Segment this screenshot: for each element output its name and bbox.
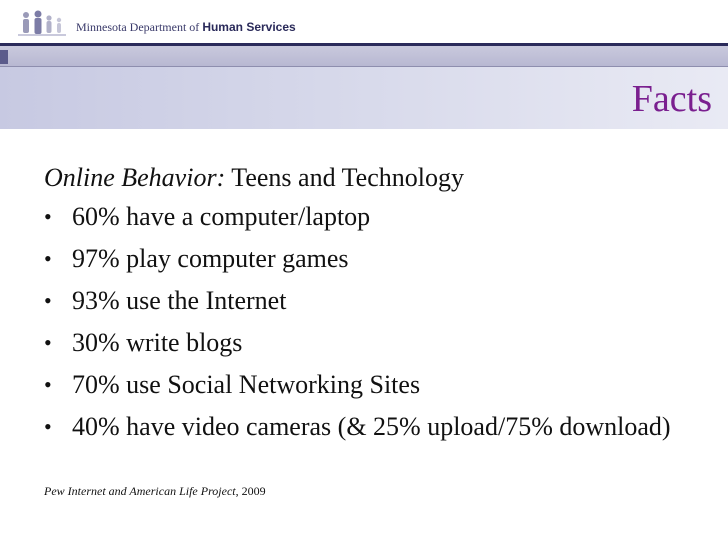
org-name-prefix: Minnesota Department of — [76, 20, 200, 34]
list-item-text: 97% play computer games — [72, 244, 349, 273]
list-item — [44, 286, 704, 316]
citation-year: , 2009 — [235, 484, 266, 498]
facts-list — [44, 202, 704, 442]
bullet-icon: • — [44, 414, 52, 439]
list-item — [44, 370, 704, 400]
intro-subtopic: Teens and Technology — [225, 163, 464, 192]
list-item-text: 93% use the Internet — [72, 286, 287, 315]
header-bar — [0, 0, 728, 44]
list-item — [44, 328, 704, 358]
intro-topic: Online Behavior: — [44, 163, 226, 192]
intro-line — [44, 162, 704, 194]
citation-source: Pew Internet and American Life Project — [44, 484, 236, 498]
dhs-logo-icon — [18, 8, 66, 38]
bullet-icon: • — [44, 330, 52, 355]
citation — [44, 484, 266, 499]
bullet-icon: • — [44, 372, 52, 397]
bullet-icon: • — [44, 246, 52, 271]
list-item-text: 30% write blogs — [72, 328, 243, 357]
title-band — [0, 67, 728, 129]
band-edge-accent — [0, 50, 8, 64]
list-item — [44, 244, 704, 274]
list-item-text: 60% have a computer/laptop — [72, 202, 371, 231]
list-item — [44, 202, 704, 232]
list-item — [44, 412, 704, 442]
bullet-icon: • — [44, 204, 52, 229]
org-name-emphasis: Human Services — [202, 20, 296, 34]
organization-name — [76, 20, 296, 35]
list-item-text: 40% have video cameras (& 25% upload/75% download) — [72, 412, 671, 441]
slide-body — [44, 162, 704, 454]
decorative-band — [0, 46, 728, 67]
list-item-text: 70% use Social Networking Sites — [72, 370, 421, 399]
slide-title: Facts — [631, 78, 712, 120]
bullet-icon: • — [44, 288, 52, 313]
